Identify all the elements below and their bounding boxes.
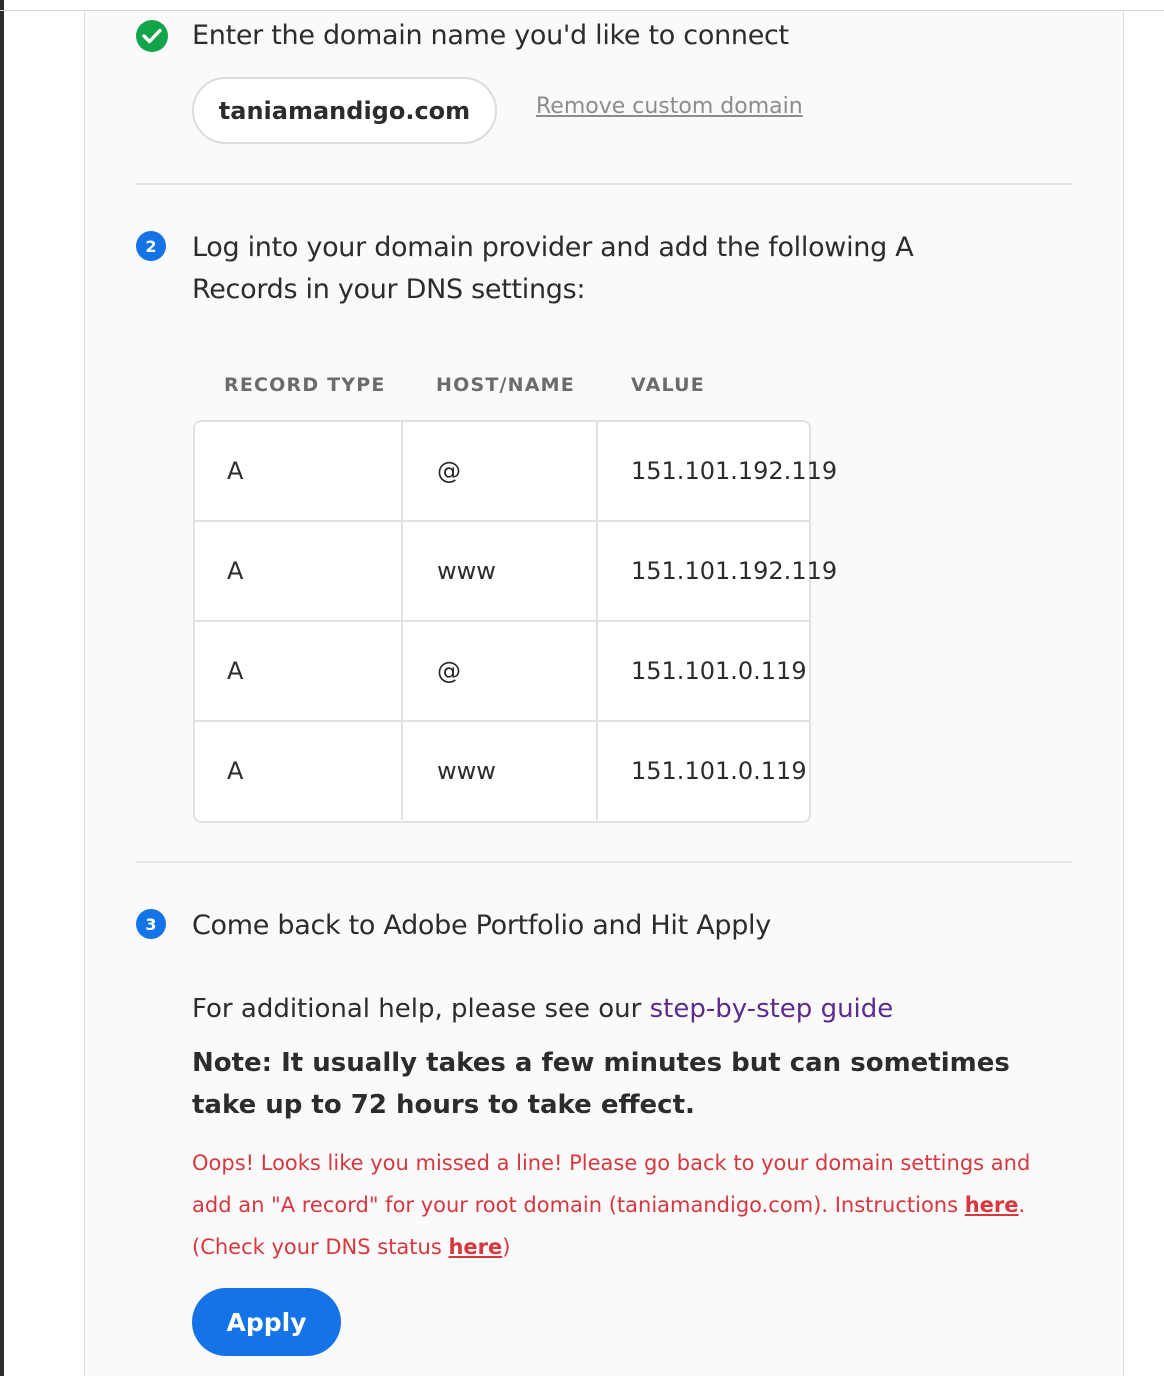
divider bbox=[136, 861, 1072, 863]
error-text-3: ) bbox=[502, 1235, 511, 1259]
table-row bbox=[195, 522, 838, 622]
help-text bbox=[192, 988, 1052, 1030]
record-type-cell: A bbox=[195, 722, 403, 820]
host-name-cell: @ bbox=[405, 422, 598, 520]
custom-domain-panel bbox=[84, 11, 1124, 1376]
apply-button[interactable]: Apply bbox=[192, 1288, 341, 1356]
column-header-host-name: HOST/NAME bbox=[436, 374, 575, 396]
table-row bbox=[195, 422, 838, 522]
checkmark-icon bbox=[136, 20, 168, 52]
column-header-value: VALUE bbox=[631, 374, 705, 396]
dns-records-table bbox=[193, 420, 838, 823]
step3-title: Come back to Adobe Portfolio and Hit Apply bbox=[192, 910, 771, 941]
table-row bbox=[195, 722, 809, 820]
record-type-cell: A bbox=[195, 422, 403, 520]
host-name-cell: @ bbox=[405, 622, 598, 720]
value-cell: 151.101.0.119 bbox=[631, 657, 807, 685]
instructions-here-link[interactable]: here bbox=[964, 1193, 1019, 1217]
column-header-record-type: RECORD TYPE bbox=[224, 374, 386, 396]
step2-title: Log into your domain provider and add the following A Records in your DNS settings: bbox=[192, 232, 914, 305]
error-text-1: Oops! Looks like you missed a line! Please go back to your domain settings and add an "A record" for your root domain (taniamandigo.com). Instructions bbox=[192, 1151, 1031, 1217]
error-text-2: . (Check your DNS status bbox=[192, 1193, 1026, 1259]
record-type-cell: A bbox=[195, 522, 403, 620]
host-name-cell: www bbox=[405, 522, 598, 620]
value-cell: 151.101.192.119 bbox=[631, 457, 838, 485]
host-name-cell: www bbox=[405, 722, 598, 820]
remove-custom-domain-link[interactable]: Remove custom domain bbox=[536, 94, 803, 119]
record-type-cell: A bbox=[195, 622, 403, 720]
note-text: Note: It usually takes a few minutes but can sometimes take up to 72 hours to take effect. bbox=[192, 1048, 1010, 1120]
domain-name-field[interactable]: taniamandigo.com bbox=[192, 77, 497, 144]
value-cell: 151.101.192.119 bbox=[631, 557, 838, 585]
dns-status-here-link[interactable]: here bbox=[448, 1235, 503, 1259]
error-message bbox=[192, 1142, 1052, 1268]
step-3-badge: 3 bbox=[136, 909, 166, 939]
step-by-step-guide-link[interactable]: step-by-step guide bbox=[649, 994, 894, 1024]
window-edge bbox=[0, 0, 4, 1376]
value-cell: 151.101.0.119 bbox=[631, 757, 807, 785]
table-row bbox=[195, 622, 809, 722]
step1-title: Enter the domain name you'd like to connect bbox=[192, 20, 789, 51]
step-2-badge: 2 bbox=[136, 231, 166, 261]
divider bbox=[136, 183, 1072, 185]
help-prefix: For additional help, please see our bbox=[192, 994, 650, 1024]
